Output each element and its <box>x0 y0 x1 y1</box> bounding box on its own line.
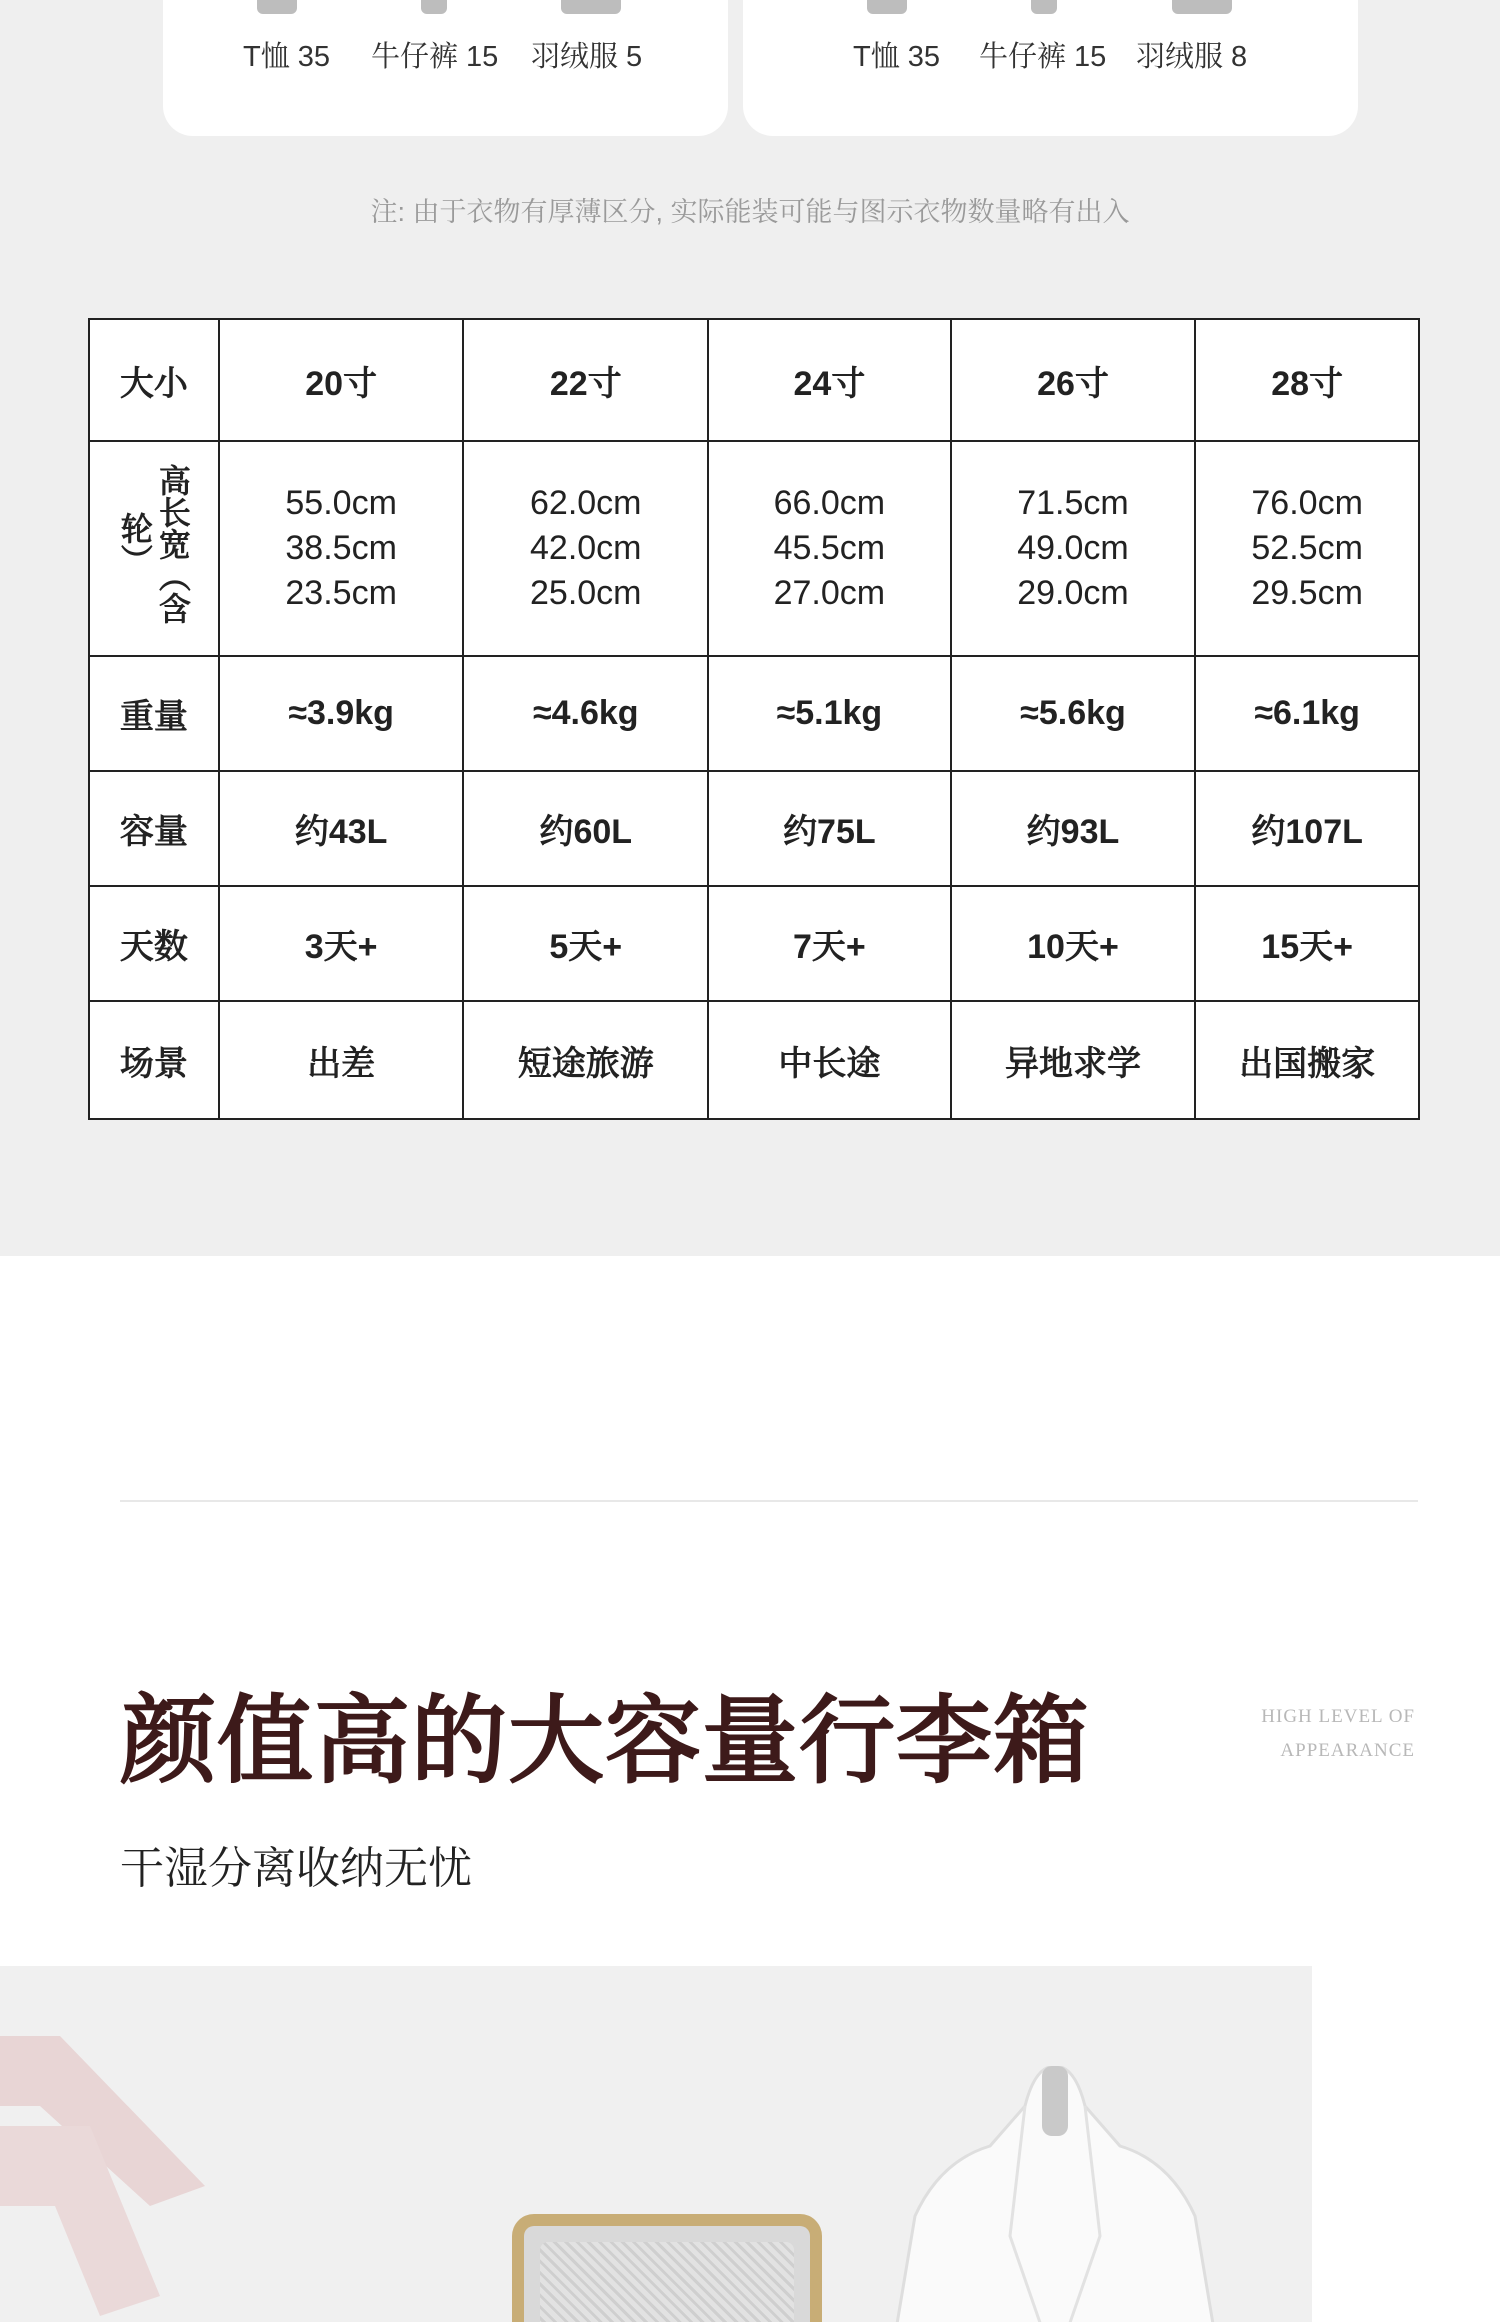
english-tagline <box>1261 1700 1415 1768</box>
width-value: 29.5cm <box>1251 574 1363 612</box>
weight-cell: ≈4.6kg <box>463 656 708 771</box>
scene-cell: 短途旅游 <box>463 1001 708 1119</box>
days-cell: 7天+ <box>708 886 951 1001</box>
capacity-cell: 约93L <box>951 771 1196 886</box>
table-row-size <box>89 319 1419 441</box>
table-row-scene <box>89 1001 1419 1119</box>
packing-item-label: 羽绒服 5 <box>531 41 643 73</box>
tshirt-icon <box>867 0 907 14</box>
tshirt-icon <box>257 0 297 14</box>
weight-cell: ≈6.1kg <box>1195 656 1419 771</box>
length-value: 45.5cm <box>773 529 886 567</box>
row-label-capacity: 容量 <box>89 771 219 886</box>
width-value: 25.0cm <box>530 574 642 612</box>
length-value: 49.0cm <box>1017 529 1129 567</box>
length-value: 38.5cm <box>285 529 397 567</box>
packing-item-label: 牛仔裤 15 <box>371 41 499 73</box>
row-label-days: 天数 <box>89 886 219 1001</box>
dimensions-cell <box>708 441 951 656</box>
height-value: 71.5cm <box>1017 484 1129 522</box>
scene-cell: 异地求学 <box>951 1001 1196 1119</box>
english-tagline-line1: HIGH LEVEL OF <box>1261 1706 1415 1727</box>
packing-card-right <box>743 0 1358 136</box>
size-spec-table <box>88 318 1420 1120</box>
scene-cell: 出差 <box>219 1001 464 1119</box>
weight-cell: ≈5.1kg <box>708 656 951 771</box>
length-value: 52.5cm <box>1251 529 1363 567</box>
dimensions-cell <box>1195 441 1419 656</box>
capacity-disclaimer: 注: 由于衣物有厚薄区分, 实际能装可能与图示衣物数量略有出入 <box>370 197 1130 227</box>
jeans-icon <box>421 0 447 14</box>
width-value: 23.5cm <box>285 574 397 612</box>
height-value: 62.0cm <box>530 484 642 522</box>
feature-subtitle: 干湿分离收纳无忧 <box>120 1844 472 1893</box>
capacity-cell: 约75L <box>708 771 951 886</box>
width-value: 27.0cm <box>773 574 886 612</box>
size-cell: 28寸 <box>1195 319 1419 441</box>
capacity-cell: 约43L <box>219 771 464 886</box>
down-jacket-icon <box>561 0 621 14</box>
capacity-cell: 约60L <box>463 771 708 886</box>
down-jacket-icon <box>1172 0 1232 14</box>
section-divider <box>120 1500 1418 1502</box>
scene-cell: 出国搬家 <box>1195 1001 1419 1119</box>
packing-item-label: 牛仔裤 15 <box>979 41 1107 73</box>
feature-headline: 颜值高的大容量行李箱 <box>120 1685 1090 1797</box>
size-cell: 22寸 <box>463 319 708 441</box>
days-cell: 5天+ <box>463 886 708 1001</box>
packing-item-label: T恤 35 <box>243 41 331 73</box>
jeans-icon <box>1031 0 1057 14</box>
weight-cell: ≈5.6kg <box>951 656 1196 771</box>
table-row-weight <box>89 656 1419 771</box>
scene-cell: 中长途 <box>708 1001 951 1119</box>
english-tagline-line2: APPEARANCE <box>1280 1740 1415 1761</box>
suitcase-mesh-pocket <box>540 2242 794 2322</box>
row-label-scene: 场景 <box>89 1001 219 1119</box>
product-photo <box>0 1966 1312 2322</box>
packing-item-label: T恤 35 <box>853 41 941 73</box>
dimensions-label <box>116 442 192 646</box>
height-value: 55.0cm <box>285 484 397 522</box>
row-label-weight: 重量 <box>89 656 219 771</box>
size-cell: 26寸 <box>951 319 1196 441</box>
dimensions-cell <box>951 441 1196 656</box>
table-row-capacity <box>89 771 1419 886</box>
row-label-dimensions <box>89 441 219 656</box>
decorative-letter-graphic <box>0 1996 220 2322</box>
days-cell: 15天+ <box>1195 886 1419 1001</box>
open-suitcase <box>512 2214 822 2322</box>
width-value: 29.0cm <box>1017 574 1129 612</box>
white-blazer <box>820 2066 1260 2322</box>
dimensions-cell <box>463 441 708 656</box>
packing-card-left <box>163 0 728 136</box>
photo-margin <box>1312 1966 1500 2322</box>
height-value: 66.0cm <box>773 484 886 522</box>
dimensions-label-main: 高长宽 <box>154 464 191 560</box>
size-cell: 20寸 <box>219 319 464 441</box>
row-label-size: 大小 <box>89 319 219 441</box>
weight-cell: ≈3.9kg <box>219 656 464 771</box>
days-cell: 3天+ <box>219 886 464 1001</box>
length-value: 42.0cm <box>530 529 642 567</box>
packing-item-label: 羽绒服 8 <box>1136 41 1248 73</box>
capacity-cell: 约107L <box>1195 771 1419 886</box>
dimensions-label-sub: （含轮） <box>116 512 191 624</box>
dimensions-cell <box>219 441 464 656</box>
days-cell: 10天+ <box>951 886 1196 1001</box>
size-cell: 24寸 <box>708 319 951 441</box>
table-row-dimensions <box>89 441 1419 656</box>
table-row-days <box>89 886 1419 1001</box>
height-value: 76.0cm <box>1251 484 1363 522</box>
